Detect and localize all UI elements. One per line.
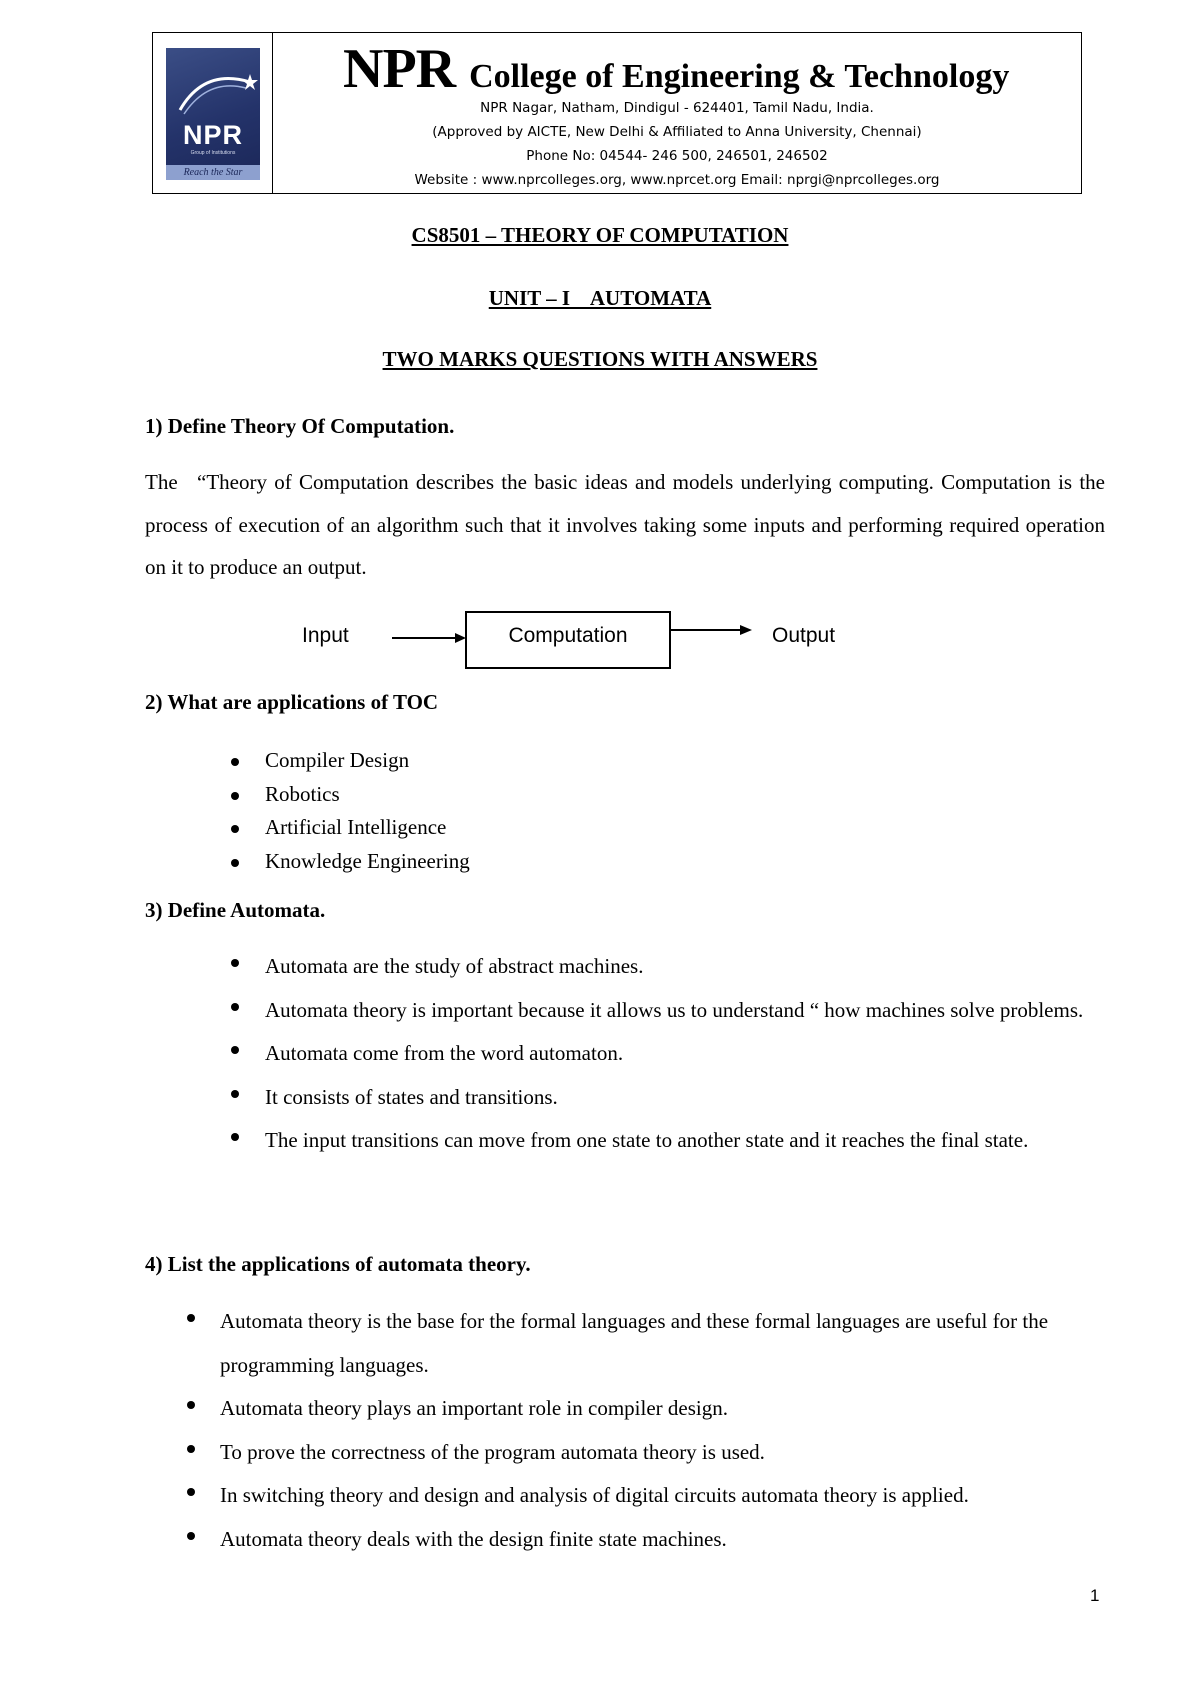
- diagram-output-label: Output: [772, 624, 836, 647]
- college-phone: Phone No: 04544- 246 500, 246501, 246502: [526, 148, 828, 164]
- answer-1-text: “Theory of Computation describes the basic ideas and models underlying computing. Computation is the process of execution of an algorithm such that it involves taking some inputs and performing required operation on it to produce an output.: [145, 470, 1105, 579]
- bullet-icon: [231, 1090, 239, 1098]
- list-item-text: Automata are the study of abstract machines.: [265, 954, 644, 978]
- list-item-text: Automata come from the word automaton.: [265, 1041, 624, 1065]
- q2-list: [265, 744, 1115, 878]
- list-item-text: Robotics: [265, 781, 340, 806]
- question-4: 4) List the applications of automata theory.: [145, 1252, 531, 1276]
- college-name: [343, 37, 1009, 101]
- bullet-icon: [231, 859, 239, 867]
- list-item: [265, 1076, 1085, 1120]
- list-item: [265, 989, 1085, 1033]
- bullet-icon: [187, 1445, 195, 1453]
- bullet-icon: [187, 1401, 195, 1409]
- q3-list: [265, 945, 1085, 1163]
- college-logo: [166, 48, 260, 180]
- list-item: [220, 1474, 1090, 1518]
- logo-subtitle: Group of Institutions: [190, 150, 236, 156]
- list-item: [265, 1032, 1085, 1076]
- output-arrowhead-icon: [740, 625, 752, 635]
- list-item: [265, 1119, 1085, 1163]
- logo-swoosh-icon: [166, 48, 260, 180]
- list-item-text: To prove the correctness of the program automata theory is used.: [220, 1439, 765, 1464]
- q4-list: [220, 1300, 1090, 1561]
- input-arrowhead-icon: [455, 633, 466, 643]
- logo-text: NPR: [182, 120, 243, 150]
- college-header: [152, 32, 1082, 194]
- list-item-text: In switching theory and design and analysis of digital circuits automata theory is applied.: [220, 1483, 969, 1507]
- list-item-text: Automata theory plays an important role in compiler design.: [220, 1396, 728, 1420]
- list-item: [220, 1518, 1090, 1562]
- list-item-text: Compiler Design: [265, 748, 410, 772]
- list-item-text: It consists of states and transitions.: [265, 1084, 558, 1109]
- college-name-short: NPR: [343, 38, 456, 100]
- bullet-icon: [187, 1314, 195, 1322]
- list-item-text: Automata theory is the base for the formal languages and these formal languages are useful for the programming languages.: [220, 1309, 1049, 1377]
- college-address: NPR Nagar, Natham, Dindigul - 624401, Tamil Nadu, India.: [480, 100, 874, 116]
- bullet-icon: [231, 758, 239, 766]
- list-item: [265, 845, 1115, 879]
- list-item-text: Artificial Intelligence: [265, 815, 447, 839]
- bullet-icon: [231, 1003, 239, 1011]
- logo-tagline: Reach the Star: [166, 165, 260, 180]
- bullet-icon: [187, 1488, 195, 1496]
- course-title: CS8501 – THEORY OF COMPUTATION: [411, 223, 789, 247]
- diagram-input-label: Input: [302, 624, 349, 647]
- bullet-icon: [231, 1046, 239, 1054]
- question-1: 1) Define Theory Of Computation.: [145, 414, 455, 438]
- answer-1-lead: The: [145, 470, 178, 494]
- list-item: [265, 778, 1115, 812]
- list-item: [265, 945, 1085, 989]
- list-item-text: Knowledge Engineering: [265, 848, 470, 873]
- list-item: [220, 1431, 1090, 1475]
- logo-cell: [153, 33, 273, 193]
- list-item: [265, 744, 1115, 778]
- bullet-icon: [231, 1133, 239, 1141]
- list-item: [220, 1300, 1090, 1387]
- bullet-icon: [231, 792, 239, 800]
- unit-title: UNIT – I AUTOMATA: [488, 286, 712, 310]
- list-item-text: Automata theory deals with the design finite state machines.: [220, 1526, 727, 1551]
- college-name-rest: College of Engineering & Technology: [469, 58, 1010, 95]
- list-item: [220, 1387, 1090, 1431]
- bullet-icon: [187, 1532, 195, 1540]
- page-number: 1: [1090, 1586, 1100, 1605]
- college-approval: (Approved by AICTE, New Delhi & Affiliated to Anna University, Chennai): [432, 124, 922, 140]
- list-item-text: The input transitions can move from one state to another state and it reaches the final state.: [265, 1128, 1029, 1152]
- list-item: [265, 811, 1115, 845]
- diagram-process-label: Computation: [508, 624, 628, 647]
- question-3: 3) Define Automata.: [145, 898, 326, 922]
- section-title: TWO MARKS QUESTIONS WITH ANSWERS: [382, 347, 818, 371]
- bullet-icon: [231, 825, 239, 833]
- question-2: 2) What are applications of TOC: [145, 690, 439, 714]
- answer-1: [145, 461, 1105, 589]
- college-website: Website : www.nprcolleges.org, www.nprcet.org Email: nprgi@nprcolleges.org: [414, 172, 940, 188]
- bullet-icon: [231, 959, 239, 967]
- list-item-text: Automata theory is important because it allows us to understand “ how machines solve problems.: [265, 997, 1084, 1022]
